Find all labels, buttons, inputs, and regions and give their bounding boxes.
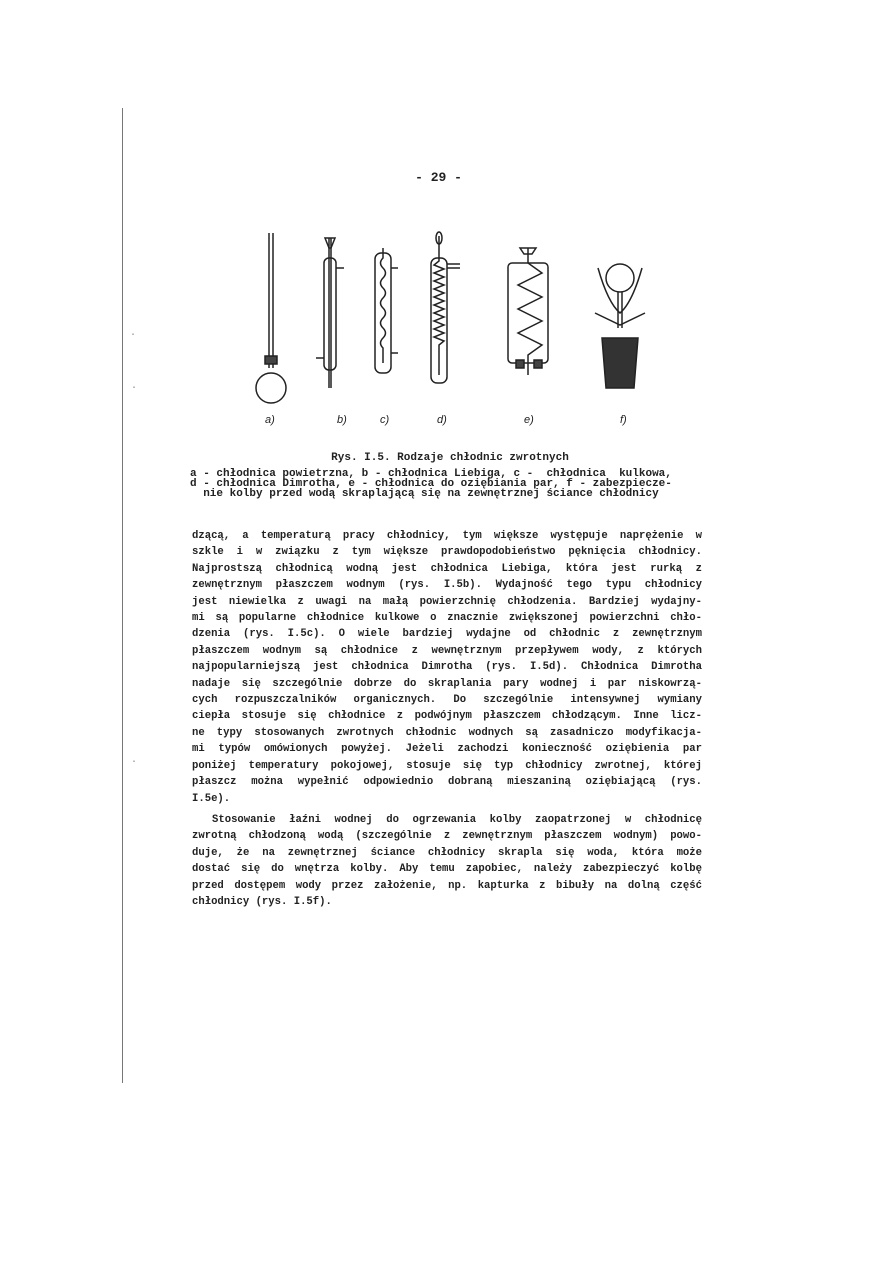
figure-legend-line: a - chłodnica powietrzna, b - chłodnica Liebiga, c - chłodnica kulkowa,: [190, 468, 672, 480]
page-margin-line: [122, 108, 123, 1083]
text-line: mi typów omówionych powyżej. Jeżeli zachodzi konieczność oziębienia par: [192, 743, 702, 756]
body-text: [192, 528, 702, 910]
text-line: nadaje się szczególnie dobrze do skraplania pary wodnej i par niskowrzą-: [192, 677, 702, 690]
cooling-condenser-drawing: [508, 248, 548, 375]
text-line: zewnętrznym płaszczem wodnym (rys. I.5b). Wydajność tego typu chłodnicy: [192, 579, 702, 592]
text-line: dzącą, a temperaturą pracy chłodnicy, tym większe występuje naprężenie w: [192, 530, 702, 542]
scan-mark: ·: [131, 757, 138, 768]
figure-legend-line: d - chłodnica Dimrotha, e - chłodnica do oziębiania par, f - zabezpiecze-: [190, 478, 672, 490]
text-line: ciepła stosuje się chłodnice z podwójnym płaszczem chłodzącym. Inne licz-: [192, 710, 702, 723]
dimroth-condenser-drawing: [431, 232, 460, 383]
text-line: ne typy stosowanych zwrotnych chłodnic wodnych są zasadniczo modyfikacja-: [192, 726, 702, 739]
text-line: Najprostszą chłodnicą wodną jest chłodnica Liebiga, która jest rurką z: [192, 562, 702, 575]
figure-title: Rys. I.5. Rodzaje chłodnic zwrotnych: [331, 452, 569, 464]
text-line: duje, że na zewnętrznej ściance chłodnicy skrapla się woda, która może: [192, 846, 702, 859]
text-line: zwrotną chłodzoną wodą (szczególnie z zewnętrznym płaszczem wodnym) powo-: [192, 830, 702, 843]
page-number-text: - 29 -: [415, 170, 462, 185]
text-line: jest niewielka z uwagi na małą powierzchnię chłodzenia. Bardziej wydajny-: [192, 595, 702, 608]
figure-label-a: a): [265, 414, 275, 426]
text-line: szkle i w związku z tym większe prawdopodobieństwo pęknięcia chłodnicy.: [192, 546, 702, 559]
figure-label-f: f): [620, 414, 627, 426]
text-line: chłodnicy (rys. I.5f).: [192, 895, 332, 908]
text-line: przed dostępem wody przez założenie, np. kapturka z bibuły na dolną część: [192, 879, 702, 892]
flask-protection-drawing: [595, 264, 645, 388]
figure-label-d: d): [437, 414, 447, 426]
liebig-condenser-drawing: [316, 238, 344, 388]
figure-label-e: e): [524, 414, 534, 426]
text-line: dostać się do wnętrza kolby. Aby temu zapobiec, należy zabezpieczyć kolbę: [192, 863, 702, 876]
figure-label-b: b): [337, 414, 347, 426]
text-line: poniżej temperatury pokojowej, stosuje się typ chłodnicy zwrotnej, której: [192, 759, 702, 772]
page-number: [0, 170, 893, 185]
text-line: Stosowanie łaźni wodnej do ogrzewania kolby zaopatrzonej w chłodnicę: [212, 813, 702, 826]
bulb-condenser-drawing: [375, 248, 398, 373]
text-line: mi są popularne chłodnice kulkowe o znacznie zwiększonej powierzchni chło-: [192, 612, 702, 625]
text-line: płaszczem wodnym są chłodnice z wewnętrznym przepływem wody, z których: [192, 644, 702, 657]
text-line: cych rozpuszczalników organicznych. Do szczególnie intensywnej wymiany: [192, 694, 702, 707]
text-line: dzenia (rys. I.5c). O wiele bardziej wydajne od chłodnic z zewnętrznym: [192, 628, 702, 641]
figure-legend-line: nie kolby przed wodą skraplającą się na zewnętrznej ściance chłodnicy: [190, 488, 659, 500]
air-condenser-drawing: [256, 233, 286, 403]
condensers-figure: [240, 228, 660, 413]
text-line: płaszcz można wypełnić odpowiednio dobraną mieszaniną oziębiającą (rys.: [192, 776, 702, 789]
scan-mark: ·: [130, 330, 137, 341]
figure-caption: [190, 453, 710, 499]
figure-label-c: c): [380, 414, 390, 426]
text-line: I.5e).: [192, 792, 231, 805]
text-line: najpopularniejszą jest chłodnica Dimrotha (rys. I.5d). Chłodnica Dimrotha: [192, 661, 702, 674]
scan-mark: ·: [131, 383, 138, 394]
